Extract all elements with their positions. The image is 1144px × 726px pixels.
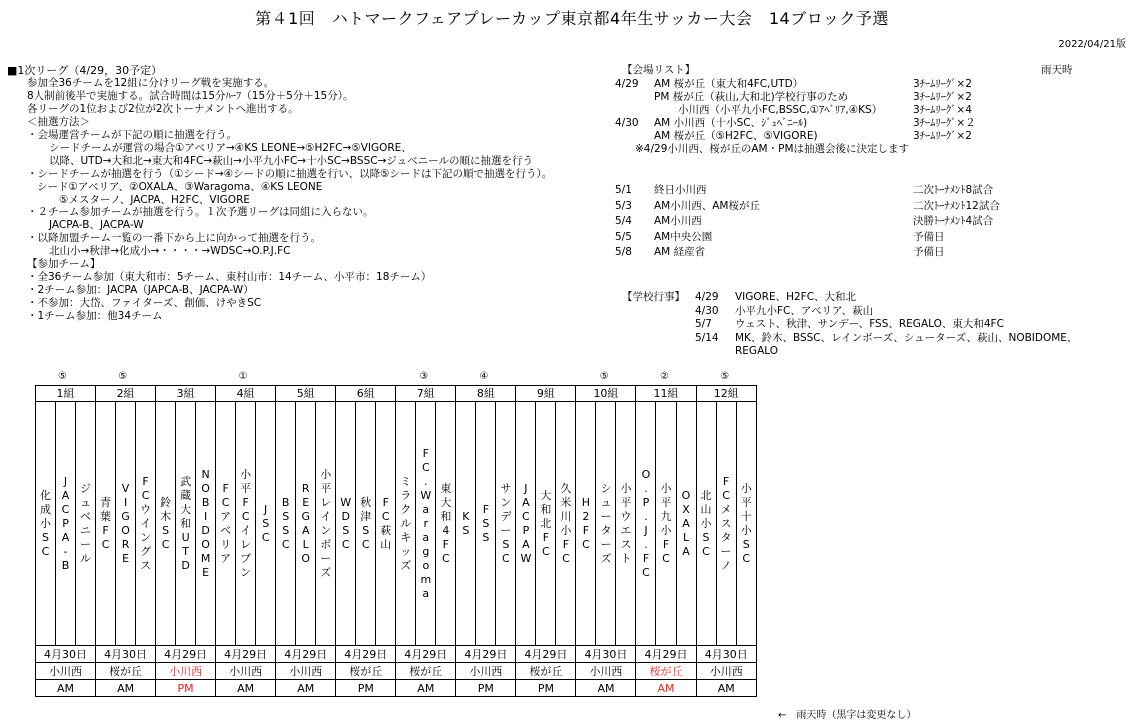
- match-time: PM: [456, 680, 516, 697]
- team-cell: [276, 402, 296, 646]
- later-note: 予備日: [913, 230, 945, 243]
- match-time: AM: [576, 680, 636, 697]
- rules-line: ・以降加盟チーム一覧の一番下から上に向かって抽選を行う。: [27, 232, 321, 245]
- venue-text: AM 桜が丘（東大和4FC,UTD）: [654, 78, 804, 90]
- venue-note: 3ﾁｰﾑﾘｰｸﾞ×２: [913, 117, 976, 129]
- page-title: 第４1回 ハトマークフェアプレーカップ東京都4年生サッカー大会 14ブロック予選: [255, 9, 889, 28]
- team-cell: [516, 402, 536, 646]
- match-date: 4月29日: [636, 646, 696, 663]
- rules-line: ・1チーム参加：他34チーム: [27, 310, 163, 323]
- team-cell: [396, 402, 416, 646]
- match-venue: 桜が丘: [396, 663, 456, 680]
- rules-line: ＜抽選方法＞: [27, 115, 90, 128]
- group-header: 4組: [216, 386, 276, 402]
- team-cell: [416, 402, 436, 646]
- school-date: 5/7: [695, 318, 712, 330]
- match-venue: 小川西: [576, 663, 636, 680]
- team-cell: [196, 402, 216, 646]
- team-cell: [476, 402, 496, 646]
- later-date: 5/3: [615, 199, 632, 212]
- match-date: 4月29日: [156, 646, 216, 663]
- match-time: AM: [96, 680, 156, 697]
- team-cell: [176, 402, 196, 646]
- team-cell: [136, 402, 156, 646]
- team-cell: [96, 402, 116, 646]
- later-text: 終日小川西: [654, 184, 707, 196]
- venue-date: 4/29: [615, 78, 639, 90]
- schedule-table: [35, 385, 757, 697]
- group-header: 5組: [276, 386, 336, 402]
- match-venue: 小川西: [456, 663, 516, 680]
- team-name: H 2 F C: [581, 495, 591, 551]
- later-date: 5/5: [615, 230, 632, 243]
- venue-text: 小川西（小平九小FC,BSSC,①ｱﾍﾞﾘｱ,④KS）: [678, 104, 883, 116]
- seed-mark: ⑤: [58, 371, 67, 382]
- group-header: 12組: [696, 386, 756, 402]
- later-date: 5/8: [615, 246, 632, 258]
- match-date: 4月30日: [576, 646, 636, 663]
- team-name: J S C: [261, 502, 270, 544]
- group-header: 10組: [576, 386, 636, 402]
- team-cell: [496, 402, 516, 646]
- team-name: F C ア ベ リ ア: [220, 481, 232, 565]
- rules-line: ・2チーム参加：JACPA（JAPCA-B、JACPA-W）: [27, 284, 254, 297]
- school-text: MK、鈴木、BSSC、レインボーズ、シューターズ、萩山、NOBIDOME、: [735, 331, 1078, 344]
- group-header: 7組: [396, 386, 456, 402]
- school-date: 4/29: [695, 291, 719, 303]
- venue-text: AM 小川西（十小SC、ｼﾞｭﾍﾞﾆｰﾙ): [654, 117, 808, 129]
- match-venue: 小川西: [696, 663, 756, 680]
- seed-mark: ④: [479, 371, 489, 382]
- later-text: AM中央公園: [654, 230, 713, 243]
- team-name: 鈴 木 S C: [160, 495, 172, 551]
- team-name: F C . W a r a g o m a: [420, 446, 432, 600]
- rules-line: ■1次リーグ（4/29，30予定）: [7, 64, 163, 77]
- venue-date: 4/30: [615, 117, 639, 129]
- rules-line: ・２チーム参加チームが抽選を行う。１次予選リーグは同組に入らない。: [27, 206, 374, 219]
- match-time: AM: [36, 680, 96, 697]
- seed-mark: ③: [419, 371, 429, 382]
- match-venue: 桜が丘: [336, 663, 396, 680]
- rules-line: 北山小→秋津→化成小→・・・・→WDSC→O.P.J.FC: [49, 245, 291, 258]
- team-cell: [636, 402, 656, 646]
- team-cell: [736, 402, 756, 646]
- team-name: 久 米 川 小 F C: [560, 481, 572, 565]
- venue-note: 3ﾁｰﾑﾘｰｸﾞ×2: [913, 78, 972, 90]
- seed-mark: ②: [660, 371, 669, 382]
- team-cell: [156, 402, 176, 646]
- team-name: 秋 津 S C: [360, 495, 372, 551]
- team-cell: [716, 402, 736, 646]
- team-cell: [456, 402, 476, 646]
- team-cell: [576, 402, 596, 646]
- group-header: 2組: [96, 386, 156, 402]
- team-cell: [696, 402, 716, 646]
- match-time: AM: [216, 680, 276, 697]
- school-text: VIGORE、H2FC、大和北: [735, 291, 857, 303]
- team-cell: [376, 402, 396, 646]
- match-date: 4月29日: [516, 646, 576, 663]
- team-name: R E G A L O: [301, 481, 311, 565]
- match-date: 4月29日: [216, 646, 276, 663]
- match-date: 4月30日: [696, 646, 756, 663]
- team-name: F S S: [482, 502, 490, 544]
- later-note: 二次ﾄｰﾅﾒﾝﾄ12試合: [913, 199, 1000, 212]
- group-header: 8組: [456, 386, 516, 402]
- team-name: 東 大 和 4 F C: [440, 481, 452, 565]
- rules-line: シード①アベリア、②OXALA、③Waragoma、④KS LEONE: [37, 180, 323, 193]
- team-cell: [256, 402, 276, 646]
- team-name: F C メ ス タ ー ノ: [720, 474, 732, 572]
- rules-line: 参加全36チームを12組に分けリーグ戦を実施する。: [27, 76, 275, 89]
- group-header: 6組: [336, 386, 396, 402]
- team-name: サ ン デ ー S C: [500, 481, 512, 565]
- group-header: 9組: [516, 386, 576, 402]
- venue-text: AM 桜が丘（⑤H2FC、⑤VIGORE): [654, 130, 818, 142]
- team-name: F C 萩 山: [380, 495, 392, 551]
- match-time: PM: [336, 680, 396, 697]
- group-header: 3組: [156, 386, 216, 402]
- team-cell: [56, 402, 76, 646]
- team-name: N O B I D O M E: [200, 467, 211, 579]
- venue-note: 3ﾁｰﾑﾘｰｸﾞ×2: [913, 130, 972, 142]
- team-cell: [556, 402, 576, 646]
- school-text: REGALO: [735, 345, 778, 357]
- match-venue: 桜が丘: [516, 663, 576, 680]
- team-cell: [296, 402, 316, 646]
- rain-label: 雨天時: [1041, 64, 1073, 76]
- later-text: AM小川西、AM桜が丘: [654, 199, 760, 212]
- match-venue: 小川西: [156, 663, 216, 680]
- rules-line: JACPA-B、JACPA-W: [49, 219, 144, 232]
- later-note: 決勝ﾄｰﾅﾒﾝﾄ4試合: [913, 215, 994, 227]
- version-date: 2022/04/21版: [1058, 39, 1126, 50]
- team-name: ミ ラ ク ル キ ッ ズ: [400, 474, 412, 572]
- venue-note: 3ﾁｰﾑﾘｰｸﾞ×2: [913, 91, 972, 103]
- rules-line: 【参加チーム】: [27, 258, 101, 271]
- match-date: 4月29日: [456, 646, 516, 663]
- rules-line: ・不参加：大岱、ファイターズ、創価、けやきSC: [27, 297, 262, 310]
- team-cell: [316, 402, 336, 646]
- match-date: 4月30日: [36, 646, 96, 663]
- team-cell: [336, 402, 356, 646]
- seed-mark: ①: [238, 371, 248, 382]
- school-date: 5/14: [695, 331, 719, 344]
- team-name: 青 葉 F C: [100, 495, 112, 551]
- match-time: AM: [276, 680, 336, 697]
- venue-text: PM 桜が丘（萩山,大和北)学校行事のため: [654, 91, 849, 103]
- rules-line: ・会場運営チームが下記の順に抽選を行う。: [27, 128, 237, 141]
- match-time: PM: [156, 680, 216, 697]
- later-note: 二次ﾄｰﾅﾒﾝﾄ8試合: [913, 184, 994, 196]
- later-note: 予備日: [913, 246, 945, 258]
- school-text: ウェスト、秋津、サンデー、FSS、REGALO、東大和4FC: [735, 318, 1004, 330]
- team-cell: [436, 402, 456, 646]
- match-time: AM: [636, 680, 696, 697]
- team-cell: [216, 402, 236, 646]
- team-cell: [676, 402, 696, 646]
- team-cell: [76, 402, 96, 646]
- match-date: 4月29日: [336, 646, 396, 663]
- team-name: 武 蔵 大 和 U T D: [180, 474, 192, 572]
- school-text: 小平九小FC、アベリア、萩山: [735, 304, 874, 317]
- team-name: O X A L A: [681, 488, 691, 558]
- team-cell: [236, 402, 256, 646]
- team-cell: [656, 402, 676, 646]
- team-cell: [596, 402, 616, 646]
- rules-line: 以降、UTD→大和北→東大和4FC→萩山→小平九小FC→十小SC→BSSC→ジュベニールの順に抽選を行う: [49, 154, 533, 167]
- team-name: F C ウ イ ン グ ス: [140, 474, 152, 572]
- match-date: 4月30日: [96, 646, 156, 663]
- team-name: シ ュ ー タ ー ズ: [600, 481, 612, 565]
- team-name: J A C P A W: [520, 481, 532, 565]
- later-date: 5/4: [615, 215, 632, 227]
- team-name: ジ ュ ベ ニ ー ル: [80, 481, 92, 565]
- team-cell: [616, 402, 636, 646]
- team-name: 北 山 小 S C: [700, 488, 712, 558]
- team-name: 小 平 九 小 F C: [660, 481, 672, 565]
- later-text: AM 経産省: [654, 246, 706, 258]
- team-name: V I G O R E: [121, 481, 130, 565]
- match-time: AM: [396, 680, 456, 697]
- group-header: 1組: [36, 386, 96, 402]
- group-header: 11組: [636, 386, 696, 402]
- team-name: 小 平 F C イ レ ブ ン: [240, 467, 252, 579]
- match-date: 4月29日: [276, 646, 336, 663]
- match-venue: 小川西: [36, 663, 96, 680]
- team-cell: [356, 402, 376, 646]
- later-text: AM小川西: [654, 215, 702, 227]
- team-name: 大 和 北 F C: [540, 488, 552, 558]
- rain-footnote: ← 雨天時（黒字は変更なし）: [778, 710, 917, 721]
- team-name: B S S C: [281, 495, 290, 551]
- seed-mark: ⑤: [720, 371, 730, 382]
- team-cell: [116, 402, 136, 646]
- venue-notice: ※4/29小川西、桜が丘のAM・PMは抽選会後に決定します: [635, 143, 910, 155]
- seed-mark: ⑤: [599, 371, 609, 382]
- team-name: W D S C: [340, 495, 352, 551]
- rules-line: 8人制前後半で実施する。試合時間は15分ﾊｰﾌ（15分＋5分＋15分）。: [27, 89, 354, 102]
- team-name: 小 平 ウ エ ス ト: [620, 481, 632, 565]
- rules-line: 各リーグの1位および2位が2次トーナメントへ進出する。: [27, 102, 299, 115]
- team-name: J A C P A - B: [61, 474, 70, 572]
- team-name: K S: [462, 509, 470, 537]
- match-time: PM: [516, 680, 576, 697]
- seed-mark: ⑤: [118, 371, 128, 382]
- match-venue: 小川西: [216, 663, 276, 680]
- match-time: AM: [696, 680, 756, 697]
- rules-line: ⑤メスターノ、JACPA、H2FC、VIGORE: [59, 193, 251, 206]
- team-name: O . P . J . F C: [641, 467, 651, 579]
- venue-note: 3ﾁｰﾑﾘｰｸﾞ×4: [913, 104, 972, 116]
- rules-line: シードチームが運営の場合①アベリア→④KS LEONE→⑤H2FC→⑤VIGORE、: [49, 141, 412, 154]
- school-header: 【学校行事】: [622, 291, 685, 303]
- school-date: 4/30: [695, 304, 719, 317]
- team-name: 小 平 レ イ ン ボ ー ズ: [320, 467, 332, 579]
- match-venue: 小川西: [276, 663, 336, 680]
- venue-header: 【会場リスト】: [622, 64, 696, 76]
- rules-line: ・シードチームが抽選を行う（①シード→④シードの順に抽選を行い、以降⑤シードは下記の順で抽選を行う）。: [27, 167, 553, 180]
- team-cell: [536, 402, 556, 646]
- team-cell: [36, 402, 56, 646]
- team-name: 小 平 十 小 S C: [740, 481, 752, 565]
- later-date: 5/1: [615, 184, 632, 196]
- match-venue: 桜が丘: [96, 663, 156, 680]
- match-venue: 桜が丘: [636, 663, 696, 680]
- match-date: 4月29日: [396, 646, 456, 663]
- rules-line: ・全36チーム参加（東大和市：5チーム、東村山市：14チーム、小平市：18チーム）: [27, 271, 432, 284]
- team-name: 化 成 小 S C: [40, 488, 51, 558]
